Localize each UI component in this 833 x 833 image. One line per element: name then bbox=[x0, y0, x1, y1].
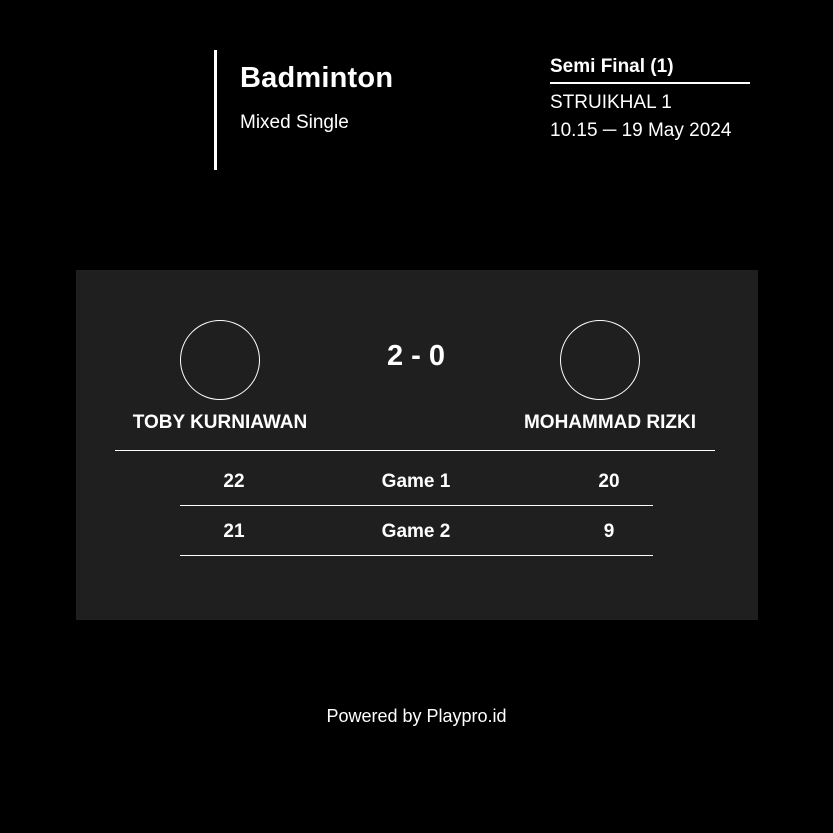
match-card bbox=[76, 270, 758, 620]
player-left-name: TOBY KURNIAWAN bbox=[132, 412, 308, 433]
datetime-label: 10.15 ─ 19 May 2024 bbox=[550, 120, 732, 141]
category-label: Mixed Single bbox=[240, 112, 349, 133]
powered-by-footer: Powered by Playpro.id bbox=[326, 706, 507, 726]
venue-label: STRUIKHAL 1 bbox=[550, 92, 672, 113]
player-right-avatar bbox=[560, 320, 640, 400]
game-row bbox=[180, 456, 653, 506]
game-label: Game 2 bbox=[381, 521, 451, 542]
game-score-right: 20 bbox=[598, 471, 620, 492]
game-score-left: 22 bbox=[223, 471, 245, 492]
round-label: Semi Final (1) bbox=[550, 56, 674, 77]
player-right-name: MOHAMMAD RIZKI bbox=[523, 412, 697, 433]
players-divider bbox=[115, 450, 715, 451]
game-score-left: 21 bbox=[223, 521, 245, 542]
player-left-avatar bbox=[180, 320, 260, 400]
game-row-divider bbox=[180, 555, 653, 556]
header-divider-bar bbox=[214, 50, 217, 170]
match-score: 2 - 0 bbox=[386, 340, 446, 372]
game-score-right: 9 bbox=[603, 521, 615, 542]
sport-title: Badminton bbox=[240, 62, 394, 94]
game-label: Game 1 bbox=[381, 471, 451, 492]
round-underline bbox=[550, 82, 750, 84]
game-row bbox=[180, 506, 653, 556]
